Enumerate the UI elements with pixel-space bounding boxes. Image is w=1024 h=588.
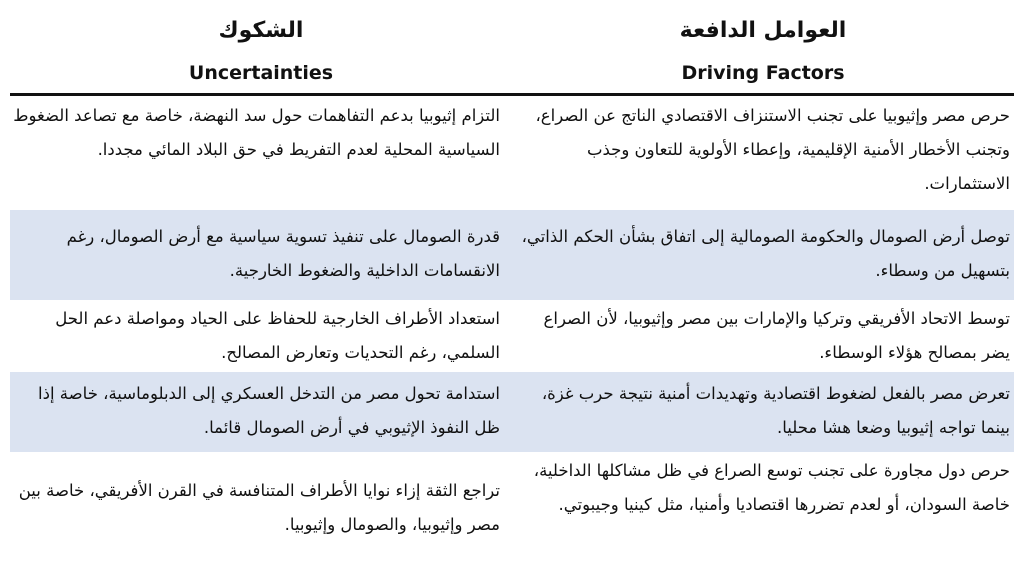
driving-factor-cell <box>518 96 1014 210</box>
scenario-table <box>10 0 1014 588</box>
driving-factor-cell <box>518 452 1014 588</box>
table-row <box>10 452 1014 588</box>
driving-factor-text: توسط الاتحاد الأفريقي وتركيا والإمارات بين مصر وإثيوبيا، لأن الصراع يضر بمصالح هؤلاء الوسطاء. <box>543 309 1010 362</box>
uncertainties-header <box>10 0 512 93</box>
uncertainty-text: استدامة تحول مصر من التدخل العسكري إلى الدبلوماسية، خاصة إذا ظل النفوذ الإثيوبي في أرض الصومال قائما. <box>38 384 500 437</box>
uncertainty-text: قدرة الصومال على تنفيذ تسوية سياسية مع أرض الصومال، رغم الانقسامات الداخلية والضغوط الخارجية. <box>66 227 500 280</box>
uncertainty-cell <box>10 452 506 588</box>
driving-factor-cell <box>518 210 1014 300</box>
driving-factor-text: تعرض مصر بالفعل لضغوط اقتصادية وتهديدات أمنية نتيجة حرب غزة، بينما تواجه إثيوبيا وضعا هشا محليا. <box>541 384 1010 437</box>
uncertainty-text: التزام إثيوبيا بدعم التفاهمات حول سد النهضة، خاصة مع تصاعد الضغوط السياسية المحلية لعدم التفريط في حق البلاد المائي مجددا. <box>13 106 500 159</box>
driving-factor-text: حرص دول مجاورة على تجنب توسع الصراع في ظل مشاكلها الداخلية، خاصة السودان، أو لعدم تضررها اقتصاديا وأمنيا، مثل كينيا وجيبوتي. <box>533 461 1010 514</box>
driving-factors-title-en: Driving Factors <box>681 62 845 84</box>
driving-factor-text: حرص مصر وإثيوبيا على تجنب الاستنزاف الاقتصادي الناتج عن الصراع، وتجنب الأخطار الأمنية الإقليمية، وإعطاء الأولوية للتعاون وجذب الاستثمارات. <box>535 106 1010 193</box>
driving-factors-header <box>512 0 1014 93</box>
driving-factors-title-ar: العوامل الدافعة <box>679 18 847 43</box>
table-row <box>10 300 1014 372</box>
driving-factor-cell <box>518 372 1014 452</box>
uncertainties-title-ar: الشكوك <box>218 18 304 43</box>
driving-factor-text: توصل أرض الصومال والحكومة الصومالية إلى اتفاق بشأن الحكم الذاتي، بتسهيل من وسطاء. <box>521 227 1010 280</box>
table-header <box>10 0 1014 96</box>
driving-factor-cell <box>518 300 1014 372</box>
uncertainty-cell <box>10 210 506 300</box>
uncertainty-cell <box>10 372 506 452</box>
uncertainty-text: استعداد الأطراف الخارجية للحفاظ على الحياد ومواصلة دعم الحل السلمي، رغم التحديات وتعارض المصالح. <box>55 309 500 362</box>
uncertainties-title-en: Uncertainties <box>188 62 334 84</box>
uncertainty-cell <box>10 300 506 372</box>
table-row <box>10 96 1014 210</box>
table-row <box>10 372 1014 452</box>
uncertainty-cell <box>10 96 506 210</box>
table-row <box>10 210 1014 300</box>
uncertainty-text: تراجع الثقة إزاء نوايا الأطراف المتنافسة في القرن الأفريقي، خاصة بين مصر وإثيوبيا، والصومال وإثيوبيا. <box>18 481 500 534</box>
